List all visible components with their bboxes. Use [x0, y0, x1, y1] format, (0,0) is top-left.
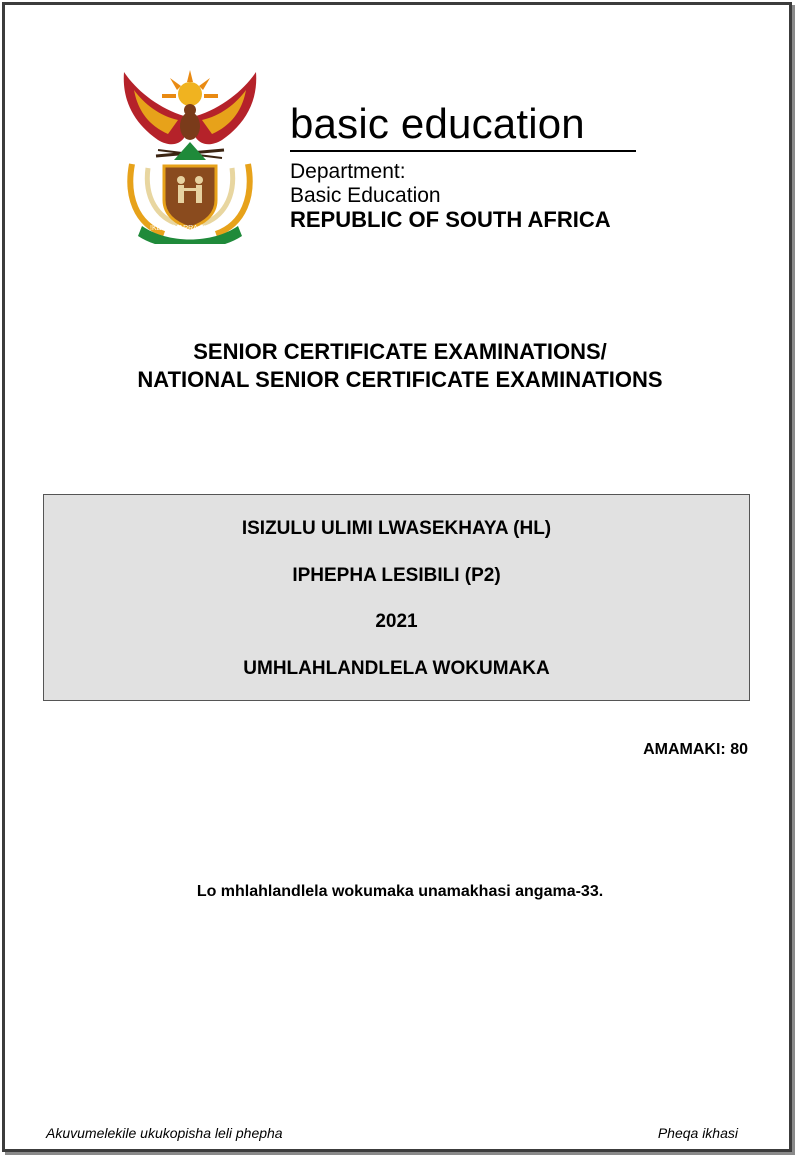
exam-year: 2021 — [375, 611, 418, 632]
department-label: Department: — [290, 160, 406, 183]
brand-divider — [290, 150, 636, 152]
exam-heading-line-2: NATIONAL SENIOR CERTIFICATE EXAMINATIONS — [137, 367, 663, 392]
exam-heading — [0, 338, 800, 394]
country-name: REPUBLIC OF SOUTH AFRICA — [290, 207, 611, 232]
page-count-note: Lo mhlahlandlela wokumaka unamakhasi angama-33. — [196, 883, 604, 900]
total-marks: AMAMAKI: 80 — [643, 741, 748, 758]
department-name: Basic Education — [290, 184, 441, 207]
brand-title: basic education — [290, 100, 585, 147]
turn-over-note: Pheqa ikhasi — [657, 1125, 738, 1141]
department-branding — [290, 100, 640, 232]
crest-motto: !KE E: /XARRA //KE — [150, 225, 213, 232]
subject-title: ISIZULU ULIMI LWASEKHAYA (HL) — [241, 518, 552, 539]
coat-of-arms-logo — [118, 68, 262, 244]
copyright-notice: Akuvumelekile ukukopisha leli phepha — [46, 1125, 283, 1141]
document-type: UMHLAHLANDLELA WOKUMAKA — [243, 658, 550, 679]
exam-heading-line-1: SENIOR CERTIFICATE EXAMINATIONS/ — [193, 339, 607, 364]
paper-info-box — [43, 494, 750, 701]
paper-number: IPHEPHA LESIBILI (P2) — [292, 565, 501, 586]
